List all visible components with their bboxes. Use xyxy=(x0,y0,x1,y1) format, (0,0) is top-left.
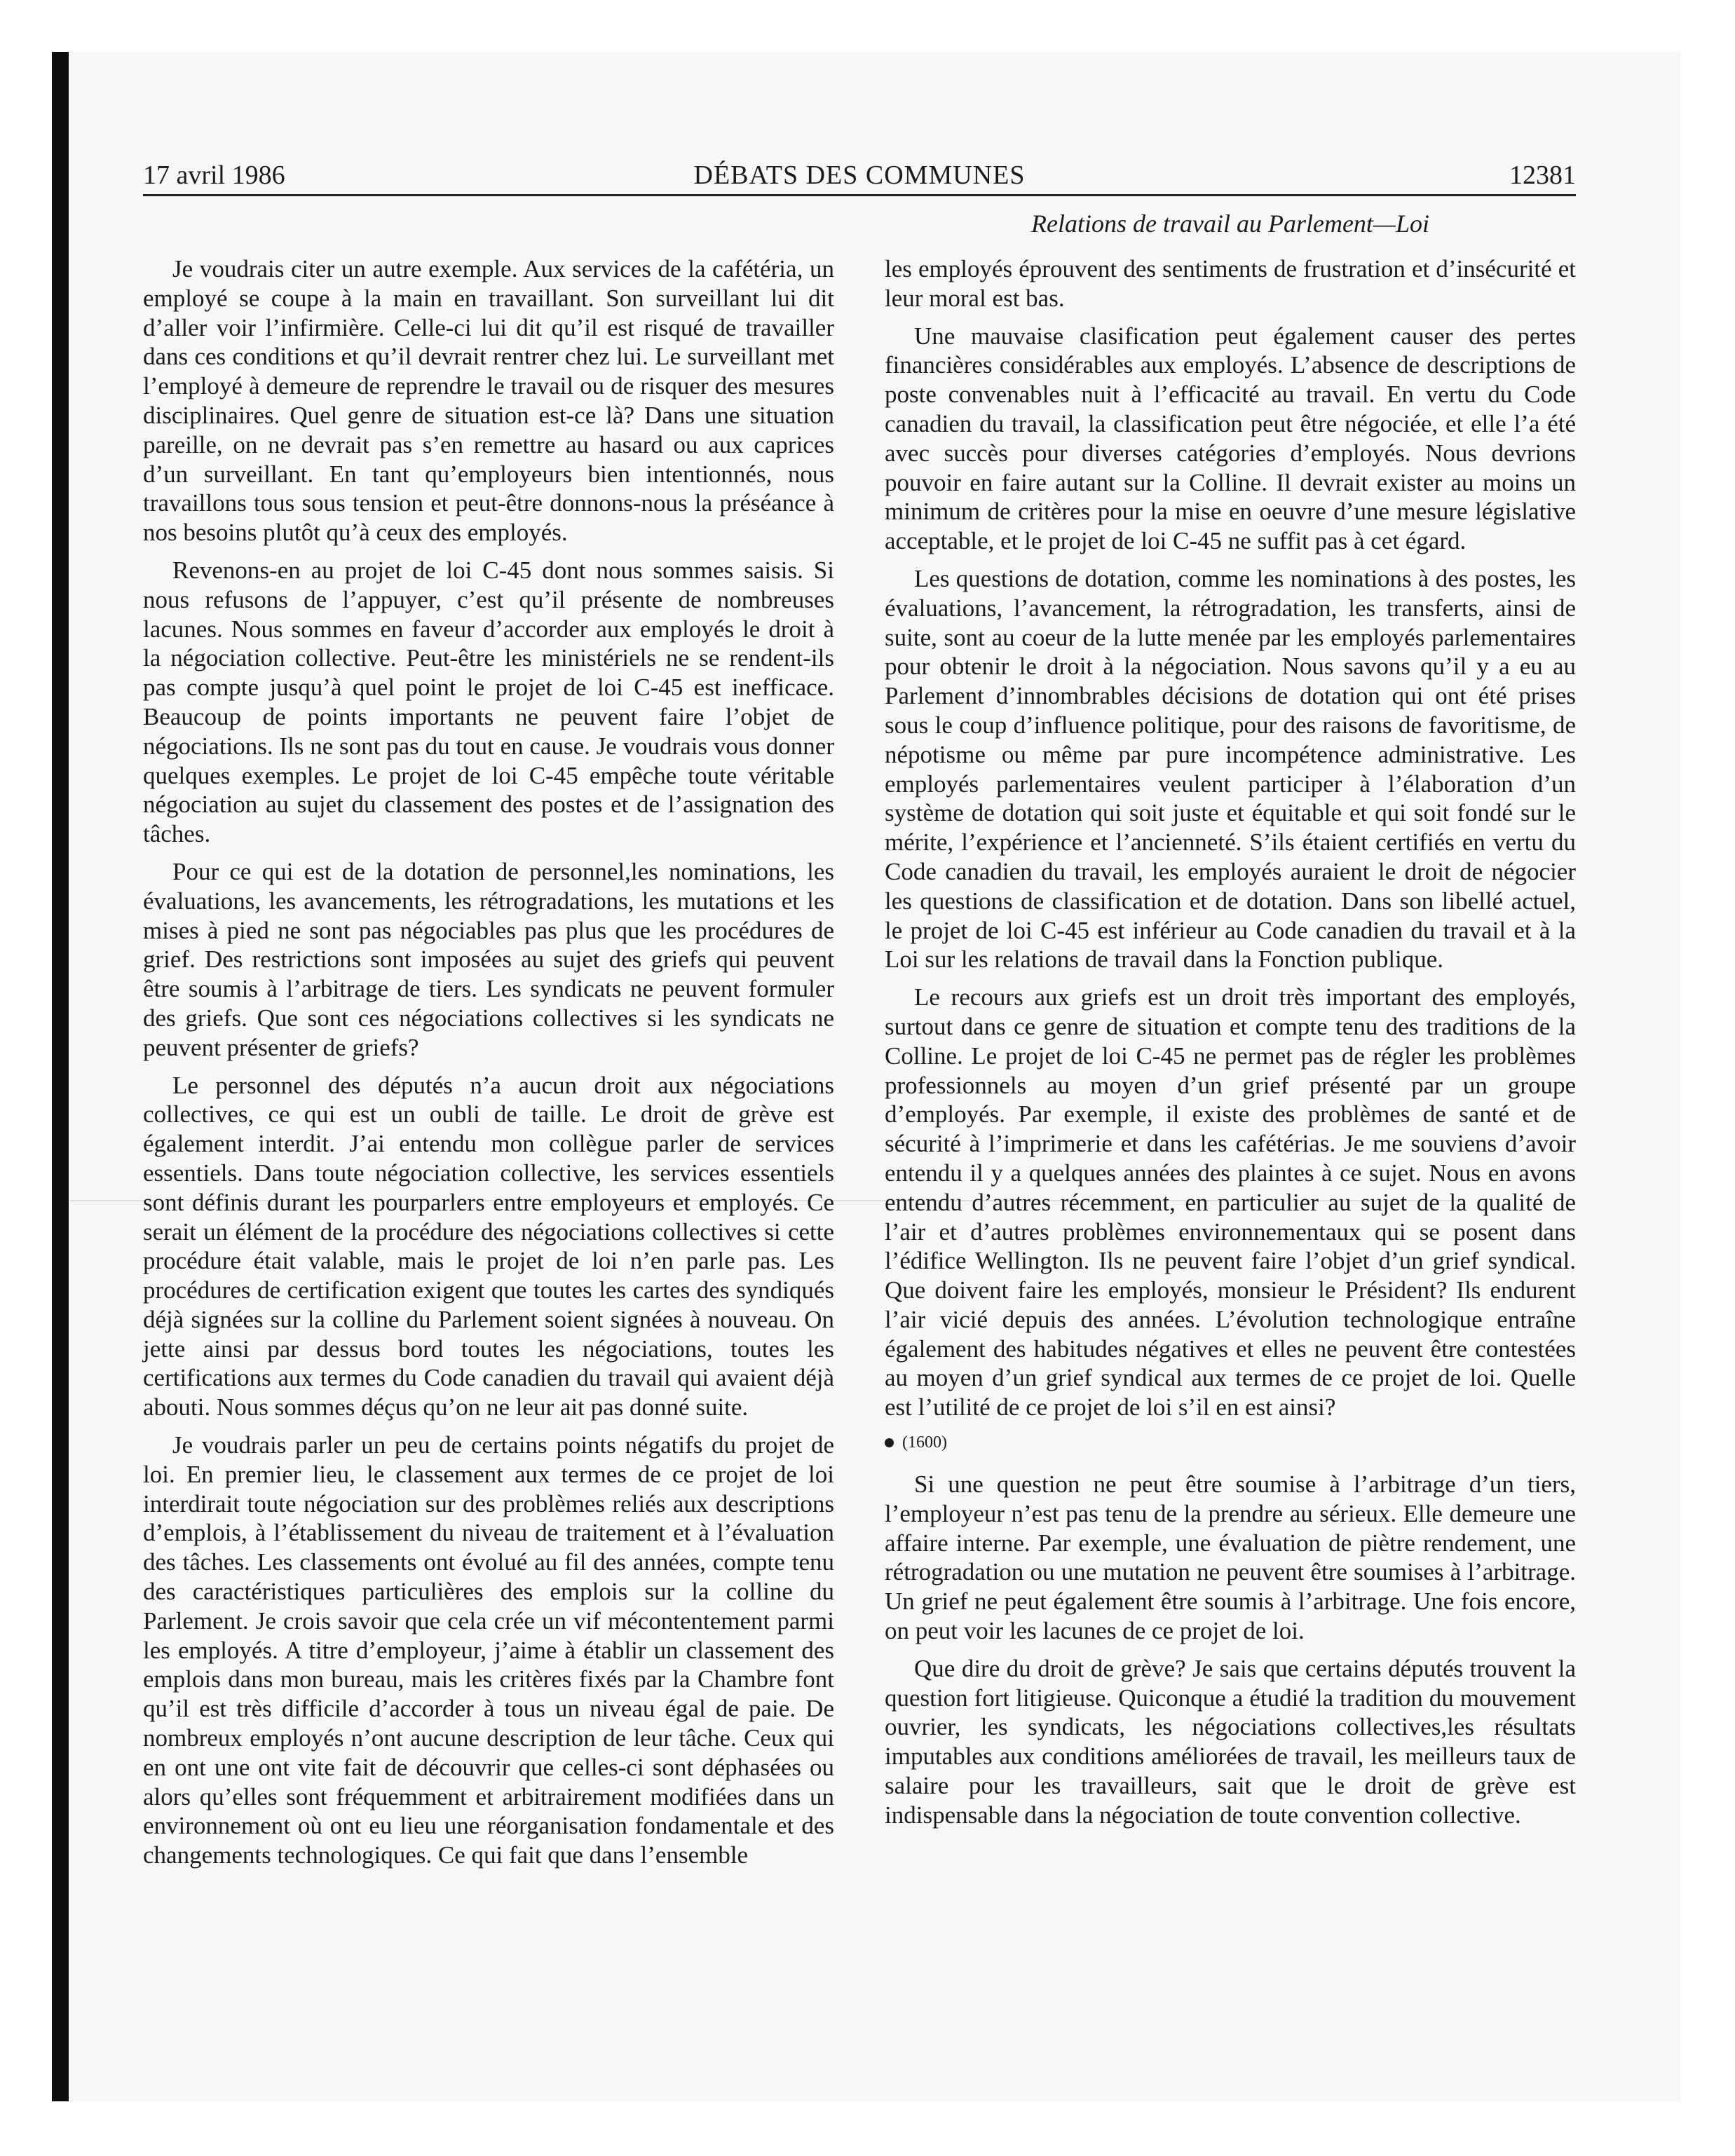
left-column xyxy=(143,254,834,1878)
header-title: DÉBATS DES COMMUNES xyxy=(693,161,1026,190)
page-number: 12381 xyxy=(1509,161,1576,190)
paragraph: Je voudrais citer un autre exemple. Aux services de la cafétéria, un employé se coupe à la main en travaillant. Son surveillant lui dit d’aller voir l’infirmière. Celle-ci lui dit qu’il est risqué de travailler dans ces conditions et qu’il devrait rentrer chez lui. Le surveillant met l’employé à demeure de reprendre le travail ou de risquer des mesures disciplinaires. Quel genre de situation est-ce là? Dans une situation pareille, on ne devrait pas s’en remettre au hasard ou aux caprices d’un surveillant. En tant qu’employeurs bien intentionnés, nous travaillons tous sous tension et peut-être donnons-nous la préséance à nos besoins plutôt qu’à ceux des employés. xyxy=(143,255,834,547)
running-head xyxy=(143,160,1576,191)
right-column xyxy=(885,254,1576,1838)
paragraph-continuation: les employés éprouvent des sentiments de frustration et d’insécurité et leur moral est bas. xyxy=(885,255,1576,312)
timestamp: (1600) xyxy=(902,1433,947,1452)
paragraph: Je voudrais parler un peu de certains points négatifs du projet de loi. En premier lieu, le classement aux termes de ce projet de loi interdirait toute négociation sur des problèmes reliés aux descriptions d’emplois, à l’établissement du niveau de traitement et à l’évaluation des tâches. Les classements ont évolué au fil des années, compte tenu des caractéristiques particulières des emplois sur la colline du Parlement. Je crois savoir que cela crée un vif mécontentement parmi les employés. A titre d’employeur, j’aime à établir un classement des emplois dans mon bureau, mais les critères fixés par la Chambre font qu’il est très difficile d’accorder à tous un niveau égal de paie. De nombreux employés n’ont aucune description de leur tâche. Ceux qui en ont une ont vite fait de découvrir que celles-ci sont déphasées ou alors qu’elles sont fréquemment et arbitrairement modifiées dans un environnement où ont eu lieu une réorganisation fondamentale et des changements technologiques. Ce qui fait que dans l’ensemble xyxy=(143,1431,834,1869)
bullet-icon xyxy=(885,1438,894,1447)
paragraph: Le personnel des députés n’a aucun droit aux négociations collectives, ce qui est un oubli de taille. Le droit de grève est également interdit. J’ai entendu mon collègue parler de services essentiels. Dans toute négociation collective, les services essentiels sont définis durant les pourparlers entre employeurs et employés. Ce serait un élément de la procédure des négociations collectives si cette procédure était valable, mais le projet de loi n’en parle pas. Les procédures de certification exigent que toutes les cartes des syndiqués déjà signées sur la colline du Parlement soient signées à nouveau. On jette ainsi par dessus bord toutes les négociations, toutes les certifications aux termes du Code canadien du travail qui avaient déjà abouti. Nous sommes déçus qu’on ne leur ait pas donné suite. xyxy=(143,1071,834,1421)
binding-edge xyxy=(52,52,69,2101)
section-title: Relations de travail au Parlement—Loi xyxy=(1031,210,1429,238)
paragraph: Une mauvaise clasification peut également causer des pertes financières considérables aux employés. L’absence de descriptions de poste convenables nuit à l’efficacité au travail. En vertu du Code canadien du travail, la classification peut être négociée, et elle l’a été avec succès pour diverses catégories d’employés. Nous devrions pouvoir en faire autant sur la Colline. Il devrait exister au moins un minimum de critères pour la mise en oeuvre d’une mesure législative acceptable, et le projet de loi C-45 ne suffit pas à cet égard. xyxy=(885,322,1576,555)
paragraph: Si une question ne peut être soumise à l’arbitrage d’un tiers, l’employeur n’est pas tenu de la prendre au sérieux. Elle demeure une affaire interne. Par exemple, une évaluation de piètre rendement, une rétrogradation ou une mutation ne peuvent être soumises à l’arbitrage. Un grief ne peut également être soumis à l’arbitrage. Une fois encore, on peut voir les lacunes de ce projet de loi. xyxy=(885,1471,1576,1645)
header-rule xyxy=(143,194,1576,196)
paragraph: Le recours aux griefs est un droit très important des employés, surtout dans ce genre de situation et compte tenu des traditions de la Colline. Le projet de loi C-45 ne permet pas de régler les problèmes professionnels au moyen d’un grief présenté par un groupe d’employés. Par exemple, il existe des problèmes de santé et de sécurité à l’imprimerie et dans les cafétérias. Je me souviens d’avoir entendu il y a quelques années des plaintes à ce sujet. Nous en avons entendu d’autres récemment, en particulier au sujet de la qualité de l’air et d’autres problèmes environnementaux qui se posent dans l’édifice Wellington. Ils ne peuvent faire l’objet d’un grief syndical. Que doivent faire les employés, monsieur le Président? Ils endurent l’air vicié depuis des années. L’évolution technologique entraîne également des habitudes négatives et elles ne peuvent être contestées au moyen d’un grief syndical aux termes de ce projet de loi. Quelle est l’utilité de ce projet de loi s’il en est ainsi? xyxy=(885,983,1576,1421)
paragraph: Pour ce qui est de la dotation de personnel,les nominations, les évaluations, les avancements, les rétrogradations, les mutations et les mises à pied ne sont pas négociables pas plus que les procédures de grief. Des restrictions sont imposées au sujet des griefs qui peuvent être soumis à l’arbitrage de tiers. Les syndicats ne peuvent formuler des griefs. Que sont ces négociations collectives si les syndicats ne peuvent présenter de griefs? xyxy=(143,857,834,1061)
paragraph: Revenons-en au projet de loi C-45 dont nous sommes saisis. Si nous refusons de l’appuyer, c’est qu’il présente de nombreuses lacunes. Nous sommes en faveur d’accorder aux employés le droit à la négociation collective. Peut-être les ministériels ne se rendent-ils pas compte jusqu’à quel point le projet de loi C-45 est inefficace. Beaucoup de points importants ne peuvent faire l’objet de négociations. Ils ne sont pas du tout en cause. Je voudrais vous donner quelques exemples. Le projet de loi C-45 empêche toute véritable négociation au sujet du classement des postes et de l’assignation des tâches. xyxy=(143,556,834,848)
paragraph: Que dire du droit de grève? Je sais que certains députés trouvent la question fort litigieuse. Quiconque a étudié la tradition du mouvement ouvrier, les syndicats, les négociations collectives,les résultats imputables aux conditions améliorées de travail, les meilleurs taux de salaire pour les travailleurs, sait que le droit de grève est indispensable dans la négociation de toute convention collective. xyxy=(885,1654,1576,1829)
header-date: 17 avril 1986 xyxy=(143,161,285,190)
time-marker xyxy=(885,1431,1576,1454)
paragraph: Les questions de dotation, comme les nominations à des postes, les évaluations, l’avancement, la rétrogradation, les transferts, ainsi de suite, sont au coeur de la lutte menée par les employés parlementaires pour obtenir le droit à la négociation. Nous savons qu’il y a eu au Parlement d’innombrables décisions de dotation qui ont été prises sous le coup d’influence politique, pour des raisons de favoritisme, de népotisme ou même par pure incompétence administrative. Les employés parlementaires veulent participer à l’élaboration d’un système de dotation qui soit juste et équitable et qui soit fondé sur le mérite, l’expérience et l’ancienneté. S’ils étaient certifiés en vertu du Code canadien du travail, les employés auraient le droit de négocier les questions de classification et de dotation. Dans son libellé actuel, le projet de loi C-45 est inférieur au Code canadien du travail et à la Loi sur les relations de travail dans la Fonction publique. xyxy=(885,564,1576,974)
